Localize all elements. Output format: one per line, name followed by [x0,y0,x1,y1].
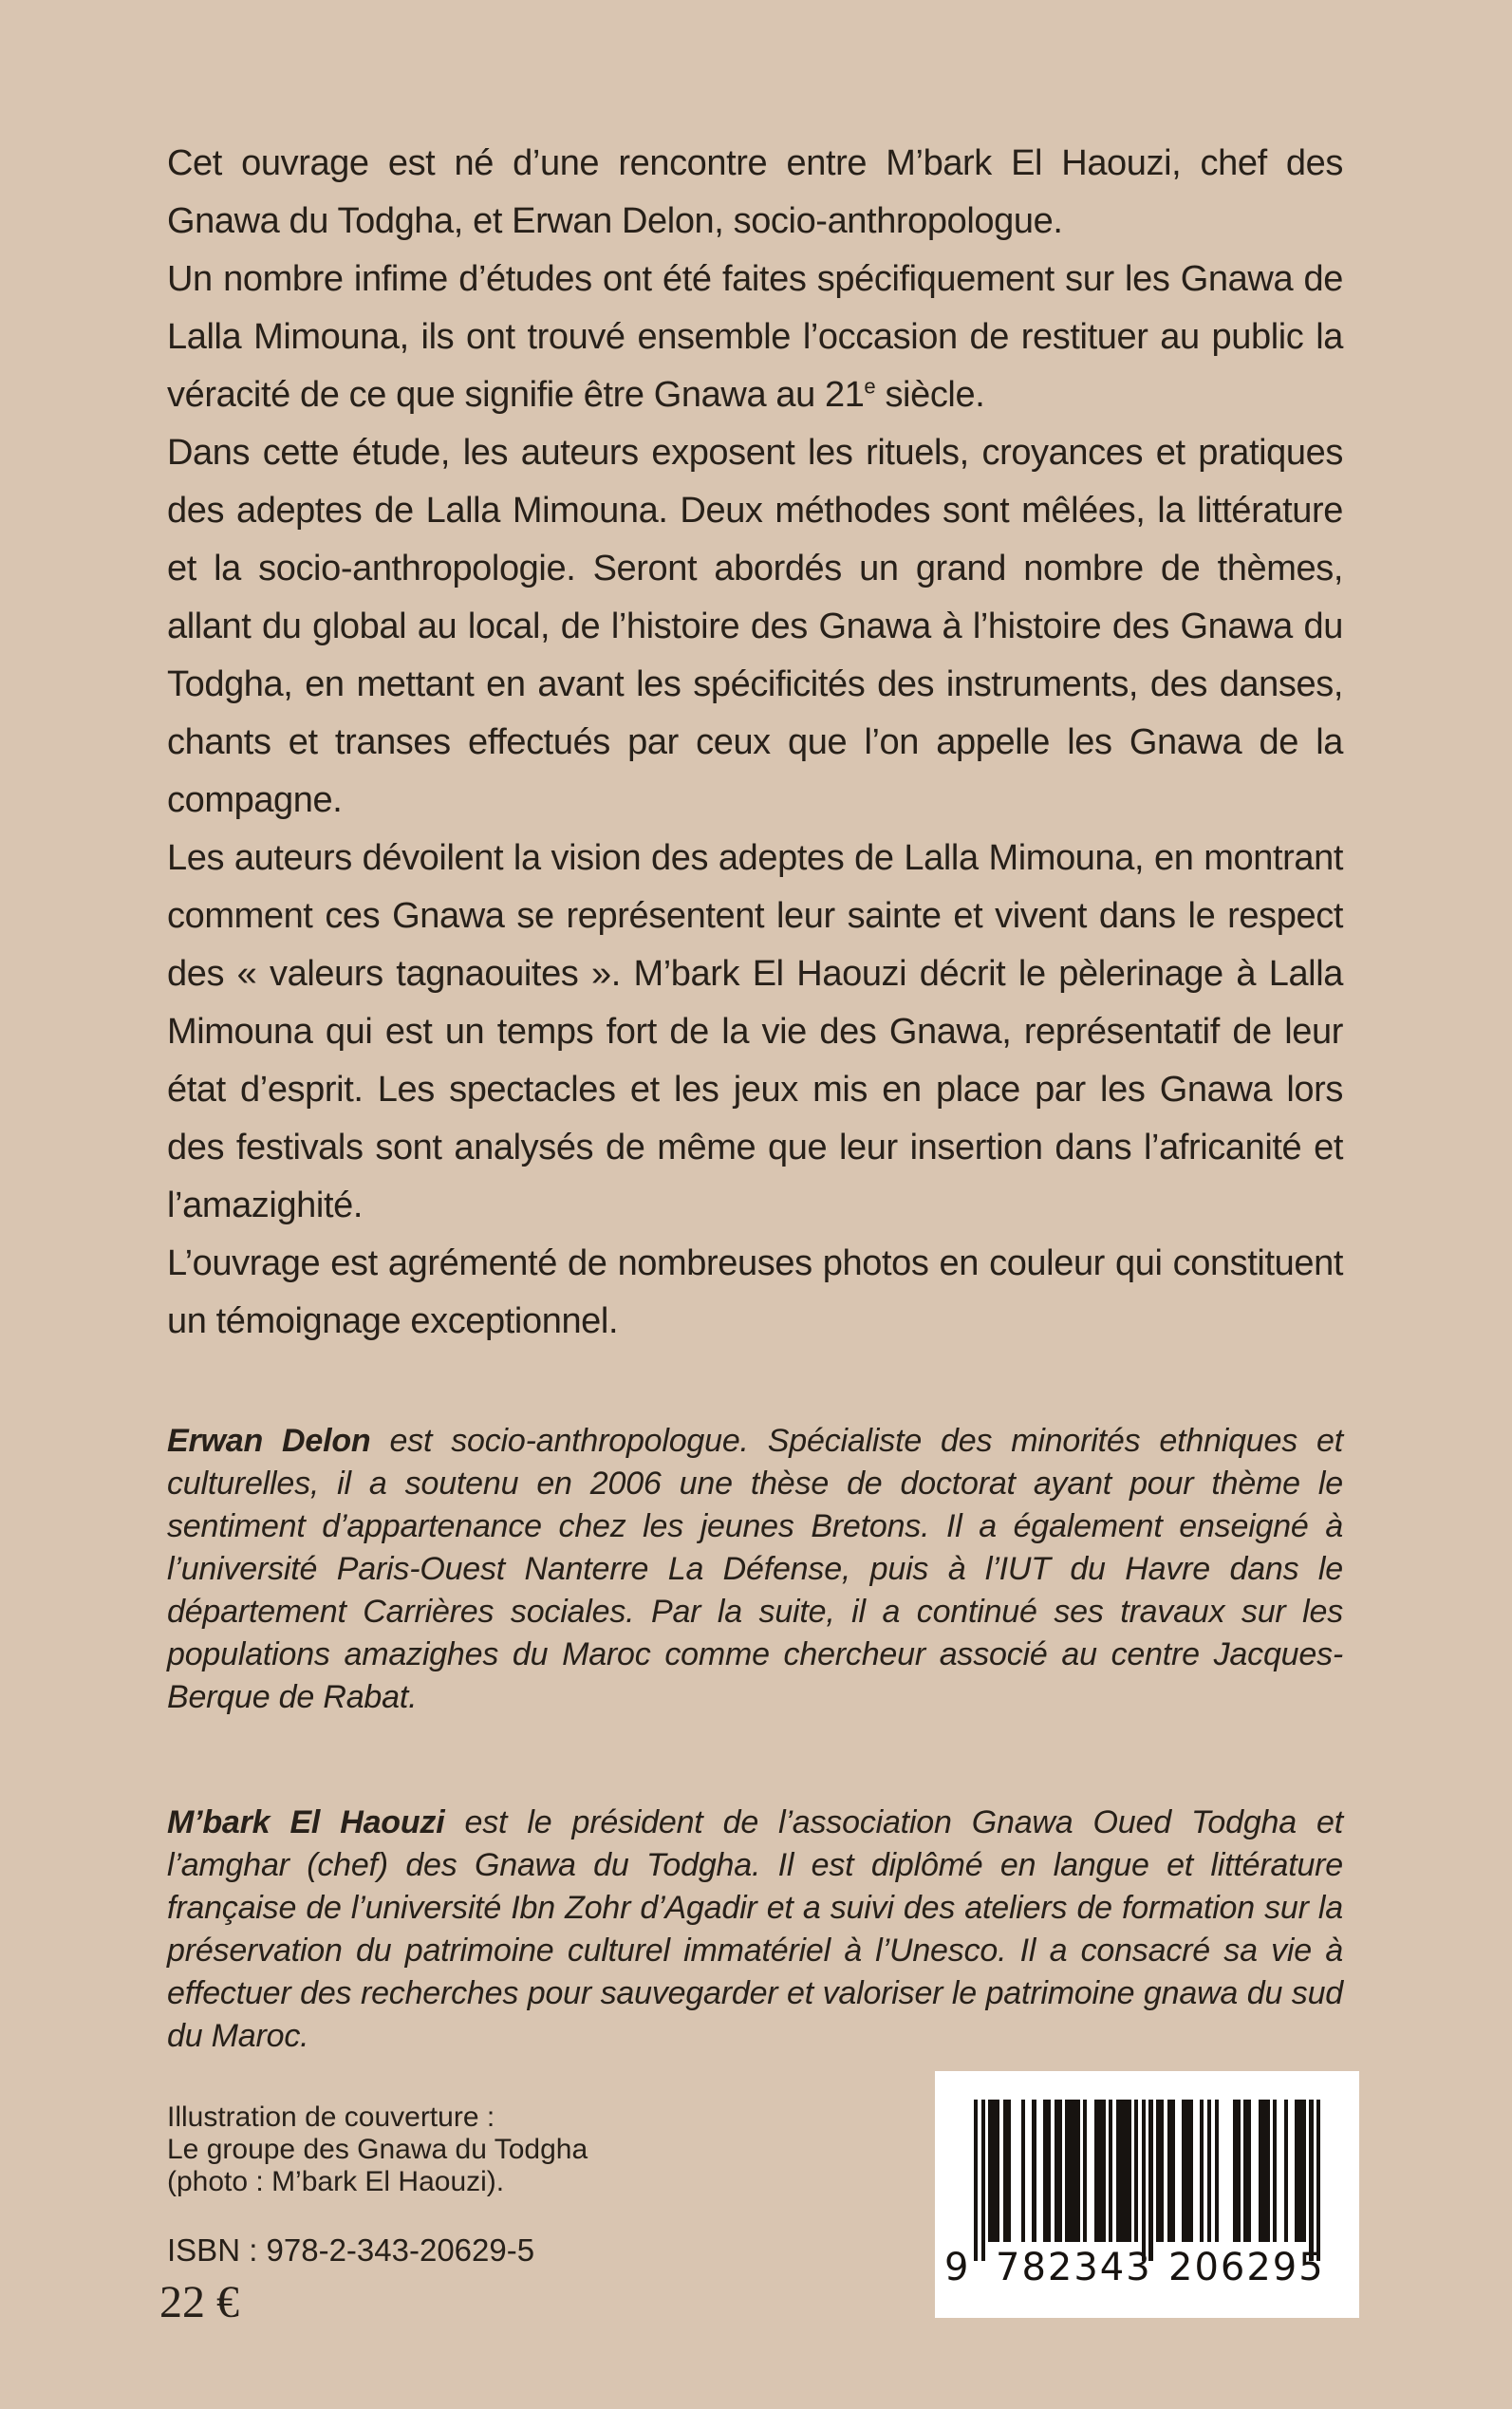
author-bio-erwan-delon [167,1420,1343,1719]
author-name: Erwan Delon [167,1423,371,1459]
isbn: ISBN : 978-2-343-20629-5 [167,2232,535,2268]
author-name: M’bark El Haouzi [167,1804,445,1840]
synopsis-paragraph-2-end: siècle. [875,375,985,415]
author-bio-text: est le président de l’association Gnawa Oued Todgha et l’amghar (chef) des Gnawa du Todgha. Il est diplômé en langue et littérature française de l’université Ibn Zohr d’Agadir et a suivi des ateliers de formation sur la préservation du patrimoine culturel immatériel à l’Unesco. Il a consacré sa vie à effectuer des recherches pour sauvegarder et valoriser le patrimoine gnawa du sud du Maroc. [167,1804,1343,2054]
synopsis-paragraph-2 [167,251,1343,424]
synopsis-paragraph-5: L’ouvrage est agrémenté de nombreuses photos en couleur qui constituent un témoignage exceptionnel. [167,1243,1343,1341]
synopsis [167,135,1343,1351]
author-bio-mbark-el-haouzi [167,1802,1343,2058]
barcode-number-left: 782343 [996,2246,1152,2289]
price: 22 € [159,2277,239,2327]
cover-credit-line-2: Le groupe des Gnawa du Todgha [167,2134,588,2165]
author-bio-text: est socio-anthropologue. Spécialiste des minorités ethniques et culturelles, il a soutenu en 2006 une thèse de doctorat ayant pour thème le sentiment d’appartenance chez les jeunes Bretons. Il a également enseigné à l’université Paris-Ouest Nanterre La Défense, puis à l’IUT du Havre dans le département Carrières sociales. Par la suite, il a continué ses travaux sur les populations amazighes du Maroc comme chercheur associé au centre Jacques-Berque de Rabat. [167,1423,1343,1715]
cover-credit-line-1: Illustration de couverture : [167,2101,495,2133]
cover-credit-line-3: (photo : M’bark El Haouzi). [167,2166,505,2197]
synopsis-paragraph-3: Dans cette étude, les auteurs exposent les rituels, croyances et pratiques des adeptes de Lalla Mimouna. Deux méthodes sont mêlées, la littérature et la socio-anthropologie. Seront abordés un grand nombre de thèmes, allant du global au local, de l’histoire des Gnawa à l’histoire des Gnawa du Todgha, en mettant en avant les spécificités des instruments, des danses, chants et transes effectués par ceux que l’on appelle les Gnawa de la compagne. [167,433,1343,820]
barcode-number-right: 206295 [1168,2246,1325,2289]
ordinal-superscript: e [864,374,876,399]
synopsis-paragraph-4: Les auteurs dévoilent la vision des adeptes de Lalla Mimouna, en montrant comment ces Gnawa se représentent leur sainte et vivent dans le respect des « valeurs tagnaouites ». M’bark El Haouzi décrit le pèlerinage à Lalla Mimouna qui est un temps fort de la vie des Gnawa, représentatif de leur état d’esprit. Les spectacles et les jeux mis en place par les Gnawa lors des festivals sont analysés de même que leur insertion dans l’africanité et l’amazighité. [167,838,1343,1225]
synopsis-paragraph-2-text: Un nombre infime d’études ont été faites spécifiquement sur les Gnawa de Lalla Mimouna, ils ont trouvé ensemble l’occasion de restituer au public la véracité de ce que signifie être Gnawa au 21 [167,259,1343,415]
barcode-number-first: 9 [944,2246,971,2289]
barcode [935,2071,1359,2318]
synopsis-paragraph-1: Cet ouvrage est né d’une rencontre entre M’bark El Haouzi, chef des Gnawa du Todgha, et Erwan Delon, socio-anthropologue. [167,143,1343,241]
